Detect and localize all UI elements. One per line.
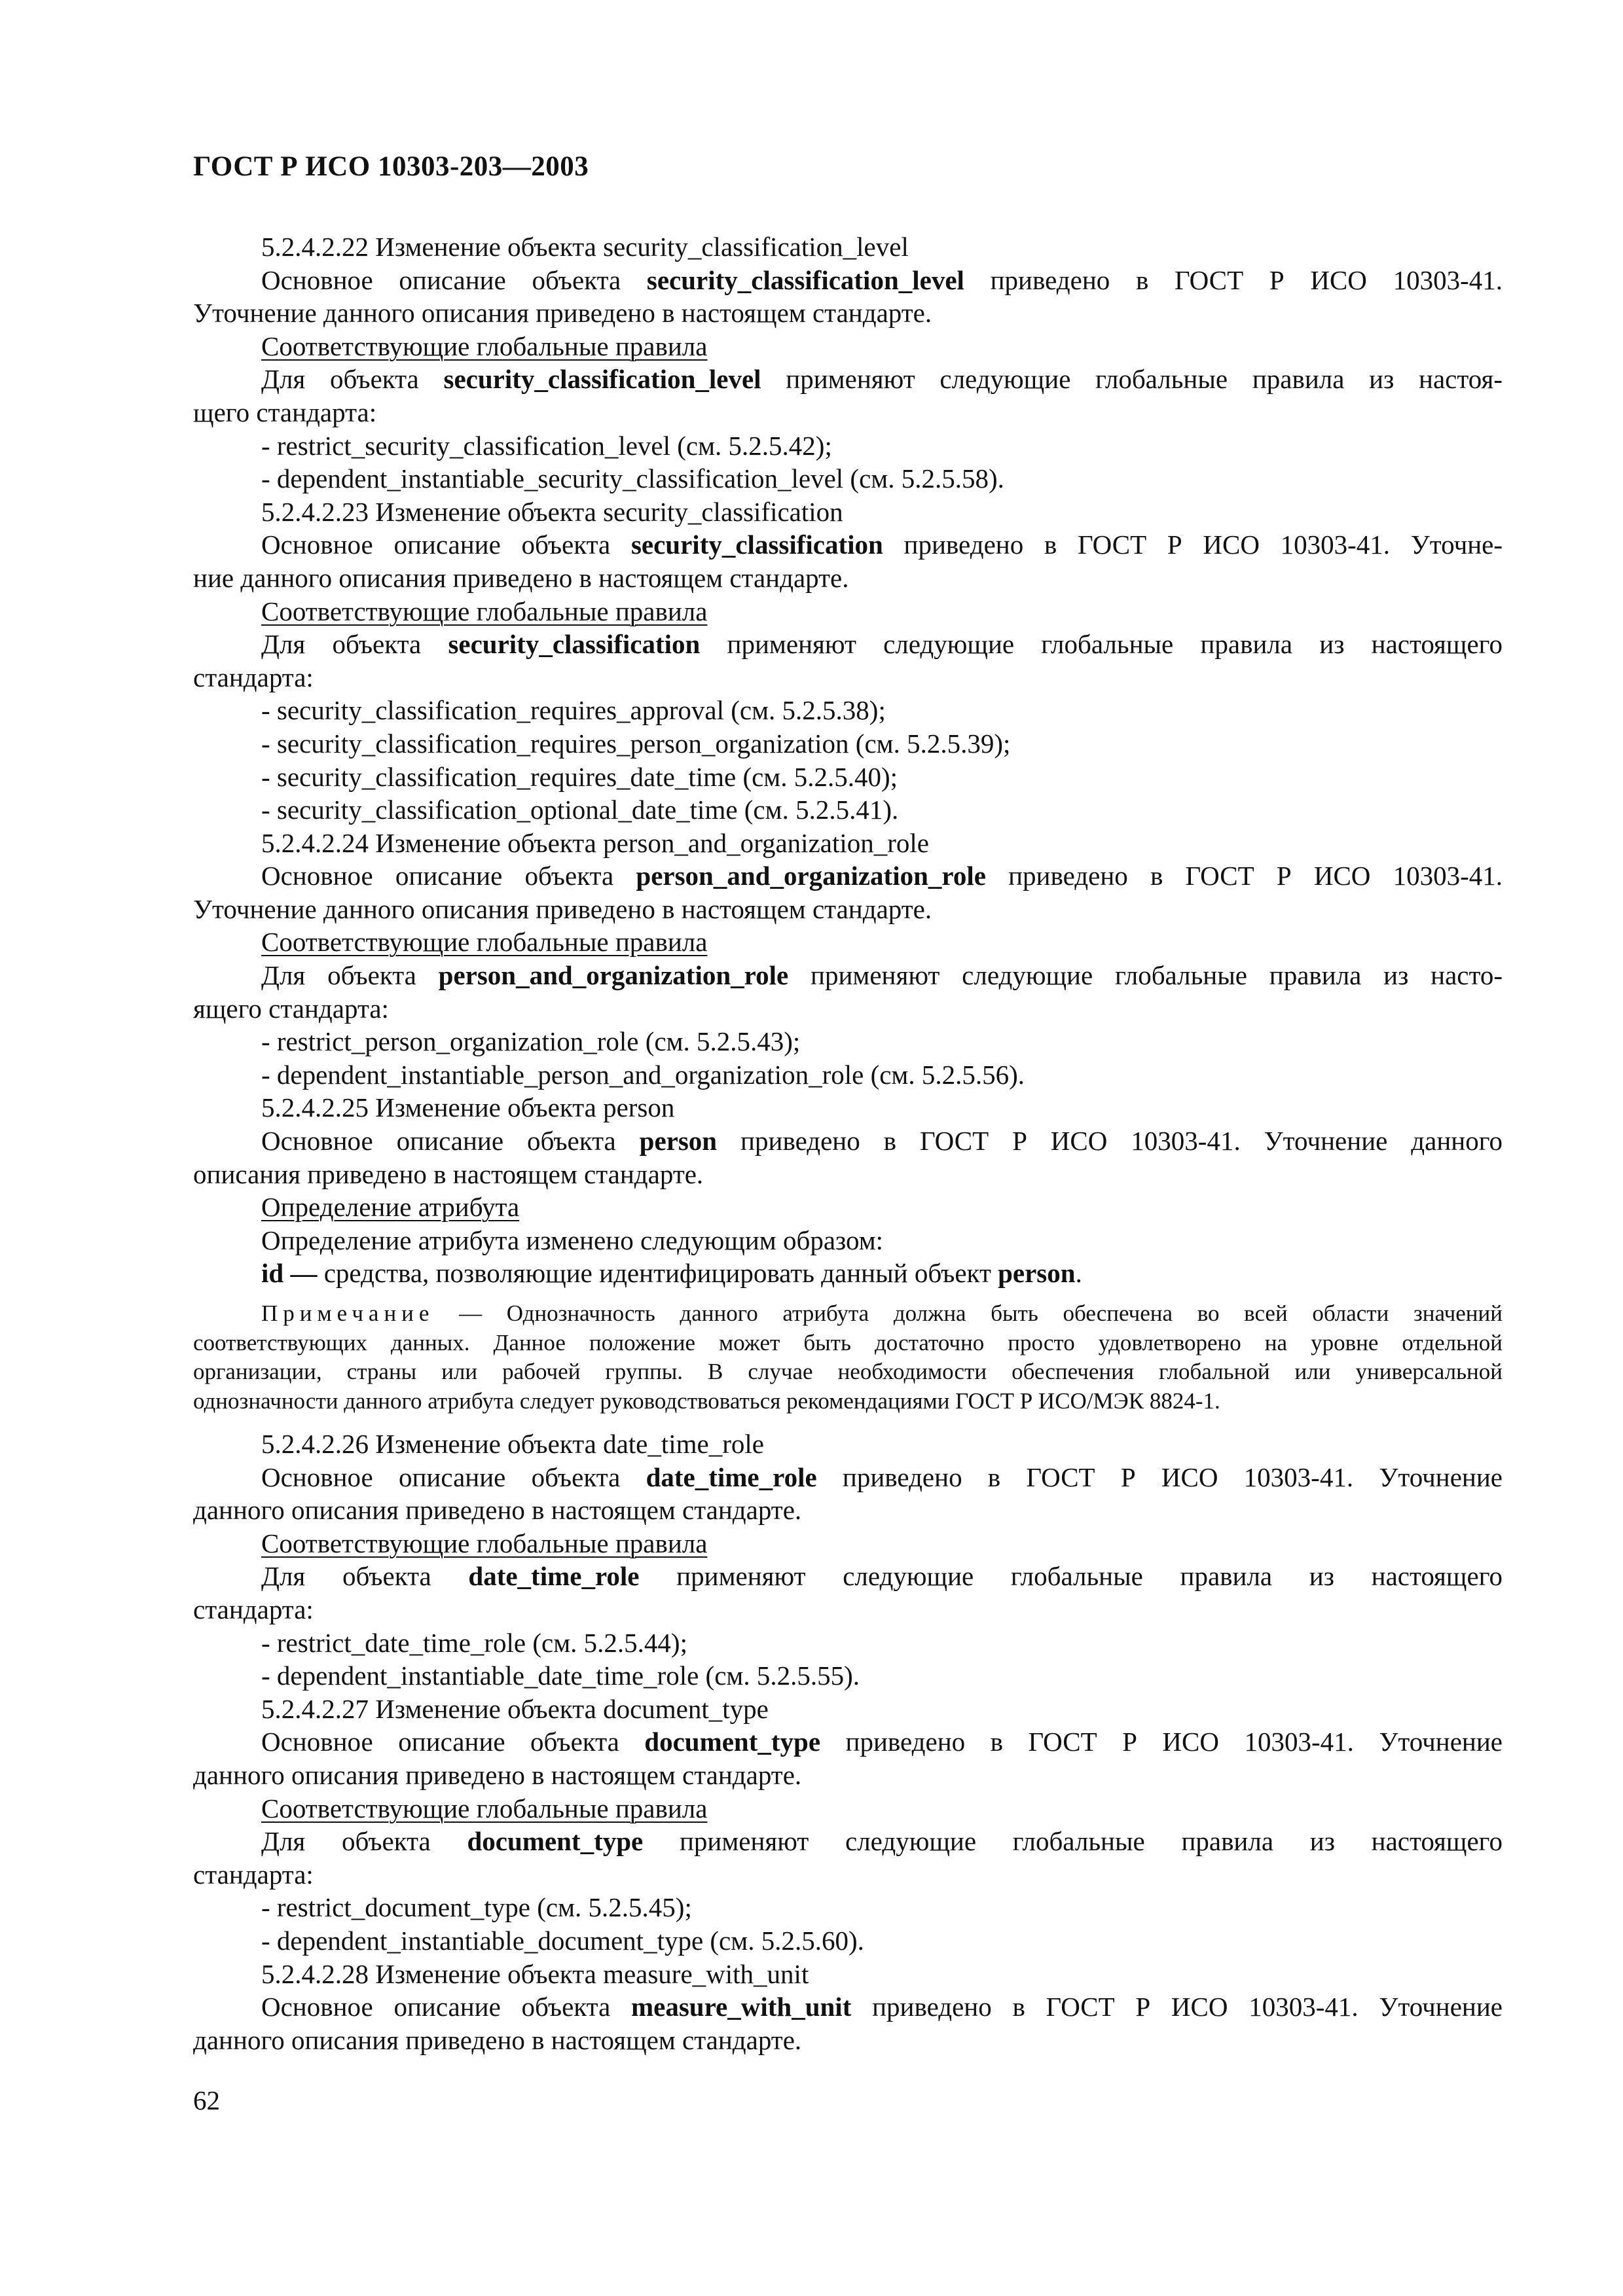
text-run: средства, позволяющие идентифицировать данный объект <box>317 1258 998 1289</box>
text-run: данного описания приведено в настоящем стандарте. <box>193 1759 802 1790</box>
bold-term: person <box>998 1258 1076 1289</box>
bold-term: security_classification <box>630 529 883 560</box>
text-line <box>193 859 1503 893</box>
text-run: Для объекта <box>261 1561 469 1592</box>
text-run: Основное описание объекта <box>261 264 647 295</box>
section-heading: Соответствующие глобальные правила <box>261 1793 708 1823</box>
text-run: данного описания приведено в настоящем стандарте. <box>193 1495 802 1526</box>
text-line <box>193 1659 1503 1693</box>
section-heading: Определение атрибута <box>261 1192 520 1223</box>
text-line <box>193 661 1503 694</box>
document-header: ГОСТ Р ИСО 10303-203—2003 <box>193 151 589 182</box>
bold-term: document_type <box>644 1727 821 1757</box>
text-run: однозначности данного атрибута следует руководствоваться рекомендациями ГОСТ Р ИСО/МЭК 8824-1. <box>193 1388 1220 1414</box>
text-run: стандарта: <box>193 1594 314 1624</box>
text-run: - restrict_person_organization_role (см. 5.2.5.43); <box>261 1026 801 1057</box>
text-line <box>193 992 1503 1026</box>
text-run: - dependent_instantiable_date_time_role (см. 5.2.5.55). <box>261 1660 860 1691</box>
text-run: применяют следующие глобальные правила из настоящего <box>639 1561 1503 1592</box>
text-run: - security_classification_requires_person_organization (см. 5.2.5.39); <box>261 728 1011 759</box>
text-line <box>193 1858 1503 1892</box>
text-run: Основное описание объекта <box>261 1727 645 1757</box>
bold-term: person_and_organization_role <box>438 960 789 991</box>
text-line <box>193 230 1503 264</box>
text-line <box>193 1357 1503 1387</box>
text-line <box>193 1626 1503 1660</box>
text-run: - dependent_instantiable_document_type (см. 5.2.5.60). <box>261 1925 864 1956</box>
text-line <box>193 264 1503 297</box>
text-run: стандарта: <box>193 662 314 692</box>
text-run: Для объекта <box>261 1826 467 1857</box>
text-line <box>193 1329 1503 1358</box>
text-line <box>193 528 1503 562</box>
text-run: Уточнение данного описания приведено в настоящем стандарте. <box>193 893 932 924</box>
text-run: щего стандарта: <box>193 397 377 427</box>
text-run: приведено в ГОСТ Р ИСО 10303-41. Уточнение <box>816 1462 1503 1492</box>
text-line <box>193 1427 1503 1461</box>
text-line <box>193 893 1503 926</box>
text-run: приведено в ГОСТ Р ИСО 10303-41. Уточне- <box>883 529 1503 560</box>
section-heading: Соответствующие глобальные правила <box>261 596 708 626</box>
text-run: 5.2.4.2.26 Изменение объекта date_time_role <box>261 1429 764 1459</box>
text-run: Основное описание объекта <box>261 1992 631 2022</box>
text-line <box>193 1759 1503 1792</box>
text-run: - restrict_document_type (см. 5.2.5.45); <box>261 1892 692 1923</box>
text-line <box>193 1158 1503 1191</box>
text-line <box>193 1025 1503 1058</box>
text-line <box>193 1825 1503 1858</box>
text-run: применяют следующие глобальные правила из насто- <box>788 960 1503 991</box>
text-run: - security_classification_optional_date_time (см. 5.2.5.41). <box>261 795 899 825</box>
text-line <box>193 1299 1503 1329</box>
text-line <box>193 1593 1503 1626</box>
text-line <box>193 727 1503 761</box>
text-run: соответствующих данных. Данное положение может быть достаточно просто удовлетворено на уровне отдельной <box>193 1329 1503 1355</box>
text-run: 5.2.4.2.23 Изменение объекта security_classification <box>261 496 843 527</box>
text-run: Для объекта <box>261 629 448 660</box>
bold-term: security_classification <box>448 629 701 660</box>
text-line <box>193 1990 1503 2024</box>
text-run: Основное описание объекта <box>261 529 631 560</box>
text-line <box>193 761 1503 794</box>
text-line <box>193 2024 1503 2057</box>
text-run: приведено в ГОСТ Р ИСО 10303-41. <box>985 861 1503 891</box>
text-run: 5.2.4.2.28 Изменение объекта measure_with_unit <box>261 1958 809 1989</box>
text-line <box>193 1924 1503 1958</box>
text-run: описания приведено в настоящем стандарте. <box>193 1158 704 1189</box>
text-run: Уточнение данного описания приведено в настоящем стандарте. <box>193 298 932 329</box>
text-line <box>193 495 1503 529</box>
document-body <box>193 230 1503 2056</box>
section-heading: Соответствующие глобальные правила <box>261 1528 708 1558</box>
text-run: - restrict_date_time_role (см. 5.2.5.44); <box>261 1627 687 1658</box>
text-run: организации, страны или рабочей группы. В случае необходимости обеспечения глобальной или универсальной <box>193 1359 1503 1384</box>
text-line <box>193 429 1503 463</box>
bold-term: id — <box>261 1258 318 1289</box>
text-line <box>193 562 1503 595</box>
text-run: Для объекта <box>261 960 439 991</box>
text-line <box>193 1257 1503 1290</box>
note-block <box>193 1299 1503 1416</box>
text-run: Основное описание объекта <box>261 1462 646 1492</box>
bold-term: date_time_role <box>468 1561 640 1592</box>
text-line <box>193 1891 1503 1924</box>
bold-term: security_classification_level <box>646 264 964 295</box>
bold-term: person <box>639 1126 718 1157</box>
bold-term: security_classification_level <box>443 364 761 395</box>
text-run: - security_classification_requires_date_time (см. 5.2.5.40); <box>261 761 898 792</box>
text-run: - security_classification_requires_approval (см. 5.2.5.38); <box>261 695 886 726</box>
text-run: применяют следующие глобальные правила из настоящего <box>643 1826 1503 1857</box>
text-line <box>193 925 1503 959</box>
text-run: Примечание <box>261 1300 435 1326</box>
text-line <box>193 628 1503 661</box>
text-run: приведено в ГОСТ Р ИСО 10303-41. Уточнение данного <box>717 1126 1503 1157</box>
text-line <box>193 793 1503 827</box>
text-line <box>193 363 1503 396</box>
text-run: приведено в ГОСТ Р ИСО 10303-41. Уточнение <box>851 1992 1503 2022</box>
text-run: данного описания приведено в настоящем стандарте. <box>193 2024 802 2055</box>
text-line <box>193 1461 1503 1494</box>
text-line <box>193 1191 1503 1224</box>
text-run: Основное описание объекта <box>261 861 636 891</box>
text-line <box>193 1224 1503 1257</box>
text-line <box>193 396 1503 429</box>
bold-term: measure_with_unit <box>630 1992 852 2022</box>
text-run: . <box>1075 1258 1082 1289</box>
text-line <box>193 1693 1503 1726</box>
text-line <box>193 1494 1503 1527</box>
text-run: - dependent_instantiable_person_and_organization_role (см. 5.2.5.56). <box>261 1059 1025 1090</box>
text-line <box>193 595 1503 628</box>
text-line <box>193 462 1503 495</box>
text-run: — Однозначность данного атрибута должна быть обеспечена во всей области значений <box>434 1300 1503 1326</box>
text-line <box>193 330 1503 363</box>
text-run: - dependent_instantiable_security_classification_level (см. 5.2.5.58). <box>261 463 1004 494</box>
text-run: 5.2.4.2.24 Изменение объекта person_and_organization_role <box>261 827 929 858</box>
text-run: стандарта: <box>193 1859 314 1890</box>
text-line <box>193 827 1503 860</box>
text-run: применяют следующие глобальные правила из настоящего <box>700 629 1503 660</box>
text-run: Для объекта <box>261 364 444 395</box>
text-line <box>193 1527 1503 1560</box>
text-run: Основное описание объекта <box>261 1126 640 1157</box>
text-line <box>193 694 1503 727</box>
text-run: 5.2.4.2.25 Изменение объекта person <box>261 1092 675 1123</box>
text-run: 5.2.4.2.27 Изменение объекта document_type <box>261 1693 769 1724</box>
text-run: 5.2.4.2.22 Изменение объекта security_classification_level <box>261 232 909 262</box>
section-heading: Соответствующие глобальные правила <box>261 927 708 958</box>
text-line <box>193 296 1503 330</box>
text-run: ящего стандарта: <box>193 993 389 1024</box>
text-line <box>193 1058 1503 1092</box>
text-line <box>193 1124 1503 1158</box>
text-line <box>193 1725 1503 1759</box>
text-line <box>193 1560 1503 1593</box>
text-line <box>193 1792 1503 1825</box>
text-run: ние данного описания приведено в настоящем стандарте. <box>193 562 849 593</box>
bold-term: date_time_role <box>646 1462 817 1492</box>
page-number: 62 <box>193 2085 220 2115</box>
text-line <box>193 1387 1503 1416</box>
text-line <box>193 1958 1503 1991</box>
text-run: - restrict_security_classification_level (см. 5.2.5.42); <box>261 430 832 461</box>
text-run: приведено в ГОСТ Р ИСО 10303-41. Уточнение <box>820 1727 1503 1757</box>
bold-term: person_and_organization_role <box>636 861 986 891</box>
text-line <box>193 959 1503 992</box>
text-run: применяют следующие глобальные правила из настоя- <box>761 364 1503 395</box>
text-run: приведено в ГОСТ Р ИСО 10303-41. <box>964 264 1503 295</box>
section-heading: Соответствующие глобальные правила <box>261 331 708 361</box>
text-run: Определение атрибута изменено следующим образом: <box>261 1225 884 1255</box>
bold-term: document_type <box>467 1826 644 1857</box>
text-line <box>193 1091 1503 1124</box>
